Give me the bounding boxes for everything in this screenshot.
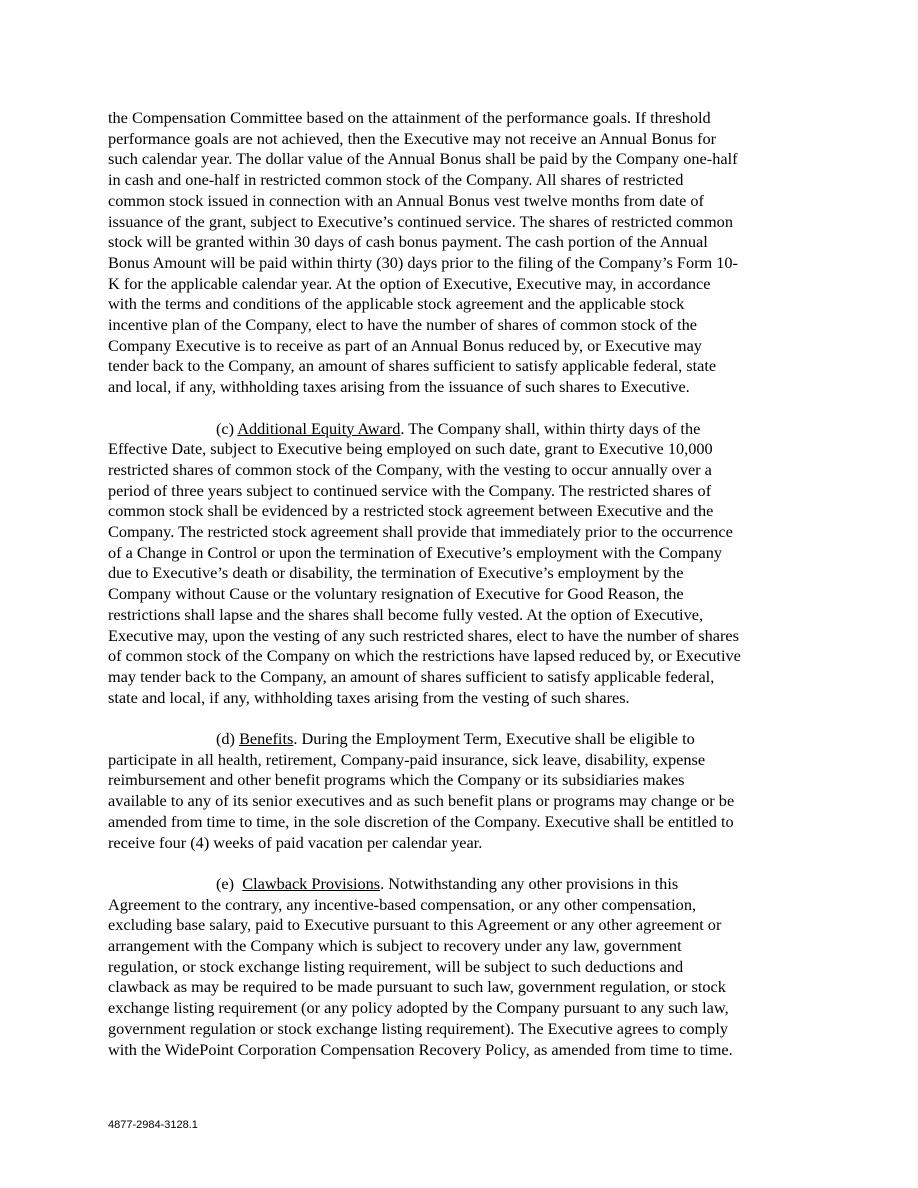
text-line: participate in all health, retirement, Company-paid insurance, sick leave, disability, expense — [108, 749, 706, 769]
text-line: Effective Date, subject to Executive being employed on such date, grant to Executive 10,000 — [108, 439, 713, 459]
text-line: exchange listing requirement (or any policy adopted by the Company pursuant to any such law, — [108, 998, 729, 1018]
section-e-clawback-provisions — [108, 874, 818, 1060]
text-line: common stock shall be evidenced by a restricted stock agreement between Executive and the — [108, 501, 714, 521]
paragraph-annual-bonus-continuation — [108, 108, 818, 398]
text-line: of common stock of the Company on which the restrictions have lapsed reduced by, or Executive — [108, 646, 741, 666]
section-heading: Benefits — [239, 729, 294, 749]
section-first-line — [108, 729, 818, 750]
section-label: (e) — [216, 873, 235, 893]
text-line: arrangement with the Company which is subject to recovery under any law, government — [108, 936, 682, 956]
section-first-line-text: . During the Employment Term, Executive shall be eligible to — [293, 729, 695, 749]
text-line: government regulation or stock exchange listing requirement). The Executive agrees to comply — [108, 1018, 728, 1038]
text-line: with the WidePoint Corporation Compensation Recovery Policy, as amended from time to time. — [108, 1039, 733, 1059]
section-first-line — [108, 874, 818, 895]
text-line: common stock issued in connection with an Annual Bonus vest twelve months from date of — [108, 190, 704, 210]
text-line: and local, if any, withholding taxes arising from the issuance of such shares to Executive. — [108, 377, 690, 397]
text-line: Company. The restricted stock agreement shall provide that immediately prior to the occurrence — [108, 522, 733, 542]
text-line: Company Executive is to receive as part of an Annual Bonus reduced by, or Executive may — [108, 335, 702, 355]
document-page — [108, 108, 818, 1060]
section-d-benefits — [108, 729, 818, 853]
document-id-footer: 4877-2984-3128.1 — [108, 1119, 198, 1131]
text-line: period of three years subject to continued service with the Company. The restricted shares of — [108, 480, 712, 500]
section-label: (c) — [216, 418, 235, 438]
text-line: incentive plan of the Company, elect to have the number of shares of common stock of the — [108, 315, 697, 335]
text-line: Agreement to the contrary, any incentive-based compensation, or any other compensation, — [108, 894, 697, 914]
text-line: receive four (4) weeks of paid vacation per calendar year. — [108, 832, 483, 852]
text-line: available to any of its senior executives and as such benefit plans or programs may change or be — [108, 791, 735, 811]
section-label: (d) — [216, 729, 235, 749]
text-line: K for the applicable calendar year. At the option of Executive, Executive may, in accordance — [108, 273, 711, 293]
section-first-line-text: . Notwithstanding any other provisions in this — [380, 873, 679, 893]
text-line: Bonus Amount will be paid within thirty (30) days prior to the filing of the Company’s Form 10- — [108, 252, 738, 272]
section-c-additional-equity-award — [108, 419, 818, 709]
text-line: Executive may, upon the vesting of any such restricted shares, elect to have the number of shares — [108, 625, 739, 645]
text-line: excluding base salary, paid to Executive pursuant to this Agreement or any other agreement or — [108, 915, 722, 935]
text-line: reimbursement and other benefit programs which the Company or its subsidiaries makes — [108, 770, 685, 790]
text-line: clawback as may be required to be made pursuant to such law, government regulation, or stock — [108, 977, 726, 997]
section-heading: Additional Equity Award — [237, 418, 401, 438]
text-line: amended from time to time, in the sole discretion of the Company. Executive shall be entitled to — [108, 811, 734, 831]
text-line: the Compensation Committee based on the attainment of the performance goals. If threshold — [108, 108, 711, 127]
section-first-line — [108, 419, 818, 440]
text-line: issuance of the grant, subject to Executive’s continued service. The shares of restricted common — [108, 211, 733, 231]
text-line: Company without Cause or the voluntary resignation of Executive for Good Reason, the — [108, 584, 684, 604]
section-heading: Clawback Provisions — [242, 873, 381, 893]
text-line: such calendar year. The dollar value of the Annual Bonus shall be paid by the Company one-half — [108, 149, 738, 169]
text-line: may tender back to the Company, an amount of shares sufficient to satisfy applicable federal, — [108, 666, 715, 686]
text-line: restrictions shall lapse and the shares shall become fully vested. At the option of Executive, — [108, 604, 704, 624]
text-line: due to Executive’s death or disability, the termination of Executive’s employment by the — [108, 563, 684, 583]
text-line: in cash and one-half in restricted common stock of the Company. All shares of restricted — [108, 170, 684, 190]
text-line: of a Change in Control or upon the termination of Executive’s employment with the Company — [108, 542, 723, 562]
text-line: performance goals are not achieved, then the Executive may not receive an Annual Bonus for — [108, 128, 717, 148]
text-line: regulation, or stock exchange listing requirement, will be subject to such deductions and — [108, 956, 684, 976]
text-line: stock will be granted within 30 days of cash bonus payment. The cash portion of the Annual — [108, 232, 708, 252]
text-line: state and local, if any, withholding taxes arising from the vesting of such shares. — [108, 687, 630, 707]
text-line: with the terms and conditions of the applicable stock agreement and the applicable stock — [108, 294, 685, 314]
text-line: tender back to the Company, an amount of shares sufficient to satisfy applicable federal, state — [108, 356, 717, 376]
text-line: restricted shares of common stock of the Company, with the vesting to occur annually over a — [108, 459, 712, 479]
section-first-line-text: . The Company shall, within thirty days of the — [400, 418, 701, 438]
